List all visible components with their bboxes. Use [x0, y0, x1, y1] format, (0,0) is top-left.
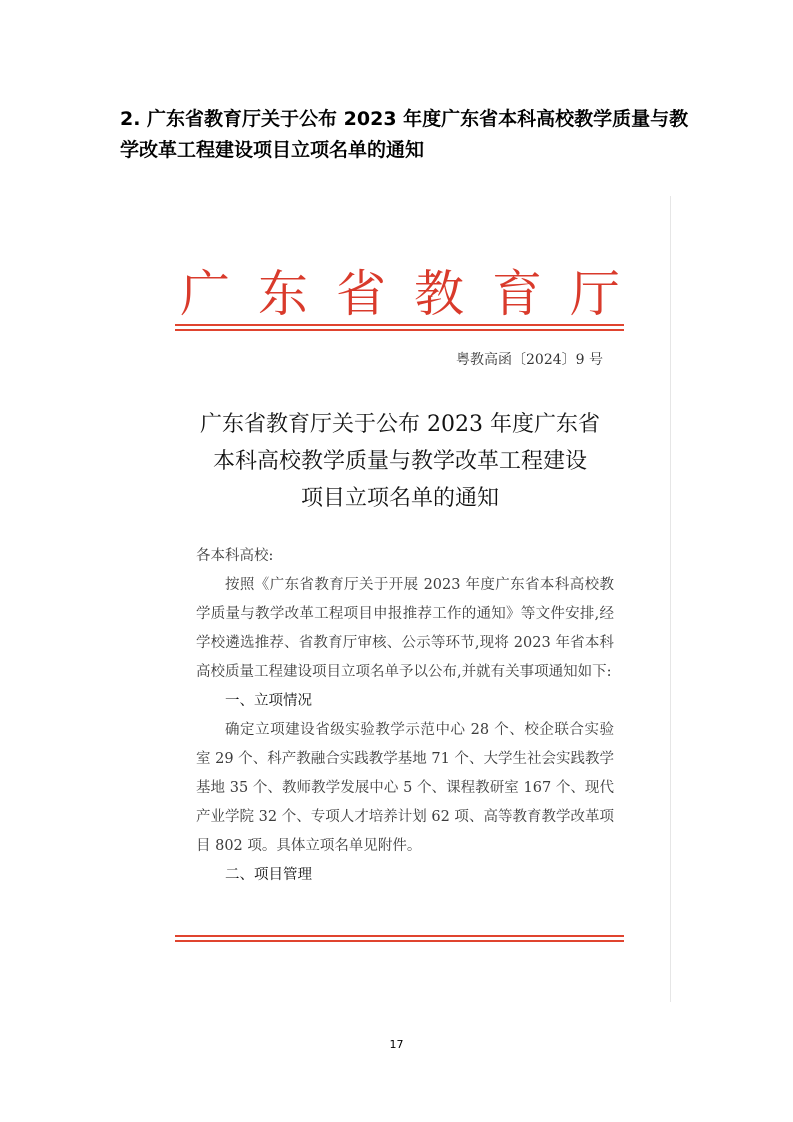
footer-rule-top	[175, 935, 624, 937]
section-heading: 2. 广东省教育厅关于公布 2023 年度广东省本科高校教学质量与教学改革工程建设项目立项名单的通知	[120, 108, 689, 161]
document-number: 粤教高函〔2024〕9 号	[456, 352, 603, 368]
scan-edge-divider	[670, 196, 671, 1002]
body-paragraph: 确定立项建设省级实验教学示范中心 28 个、校企联合实验室 29 个、科产教融合实践教学基地 71 个、大学生社会实践教学基地 35 个、教师教学发展中心 5 个、课程教研室 167 个、现代产业学院 32 个、专项人才培养计划 62 项、高等教育教学改革项目 802 项。具体立项名单见附件。	[196, 722, 614, 854]
page-number: 17	[389, 1038, 404, 1051]
salutation: 各本科高校:	[196, 548, 274, 564]
letterhead-char: 厅	[570, 265, 620, 323]
letterhead-rule-bottom	[175, 329, 624, 331]
body-paragraph: 按照《广东省教育厅关于开展 2023 年度广东省本科高校教学质量与教学改革工程项目申报推荐工作的通知》等文件安排,经学校遴选推荐、省教育厅审核、公示等环节,现将 2023 年省本科高校质量工程建设项目立项名单予以公布,并就有关事项通知如下:	[196, 577, 614, 680]
letterhead-rule-top	[175, 324, 624, 326]
letterhead-char: 广	[180, 265, 230, 323]
footer-rule-bottom	[175, 940, 624, 942]
letterhead-char: 育	[492, 265, 542, 323]
letterhead	[176, 264, 624, 324]
section-subheading: 二、项目管理	[225, 867, 312, 883]
document-title-line: 本科高校教学质量与教学改革工程建设	[212, 449, 587, 474]
section-subheading: 一、立项情况	[225, 693, 312, 709]
document-title-line: 项目立项名单的通知	[300, 486, 499, 511]
document-body	[196, 542, 614, 890]
letterhead-char: 省	[336, 265, 386, 323]
document-title	[190, 406, 610, 517]
letterhead-char: 东	[258, 265, 308, 323]
document-title-line: 广东省教育厅关于公布 2023 年度广东省	[200, 412, 600, 437]
letterhead-char: 教	[414, 265, 464, 323]
